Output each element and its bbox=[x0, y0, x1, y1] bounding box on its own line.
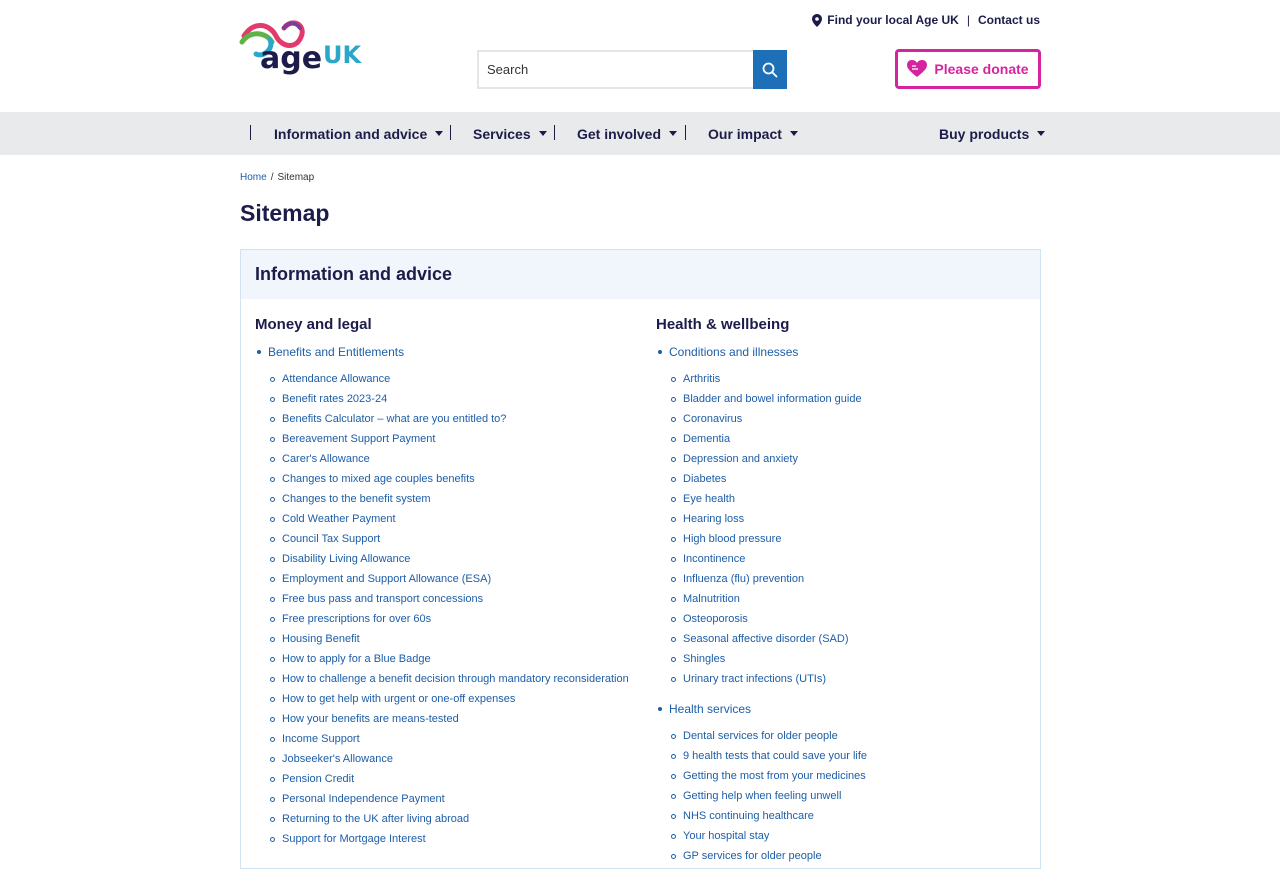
sitemap-link-label: Benefit rates 2023-24 bbox=[282, 393, 388, 405]
sitemap-link-label: Getting the most from your medicines bbox=[683, 770, 866, 782]
sitemap-link-label: Income Support bbox=[282, 733, 360, 745]
sitemap-link-label: 9 health tests that could save your life bbox=[683, 750, 868, 762]
breadcrumb-home-link[interactable]: Home bbox=[240, 172, 267, 183]
sitemap-link[interactable] bbox=[656, 806, 867, 826]
circle-bullet-icon bbox=[671, 477, 676, 482]
search-button[interactable] bbox=[753, 50, 787, 89]
sitemap-link-label: Support for Mortgage Interest bbox=[282, 833, 426, 845]
circle-bullet-icon bbox=[270, 397, 275, 402]
sitemap-link-label: Changes to mixed age couples benefits bbox=[282, 473, 475, 485]
circle-bullet-icon bbox=[270, 477, 275, 482]
sitemap-link[interactable] bbox=[255, 529, 629, 549]
sitemap-link-label: Seasonal affective disorder (SAD) bbox=[683, 633, 849, 645]
find-local-link[interactable]: Find your local Age UK bbox=[827, 13, 959, 27]
sitemap-link[interactable] bbox=[656, 489, 867, 509]
svg-text:age: age bbox=[260, 41, 323, 76]
sitemap-link-label: Shingles bbox=[683, 653, 726, 665]
circle-bullet-icon bbox=[270, 757, 275, 762]
sitemap-link[interactable] bbox=[255, 749, 629, 769]
circle-bullet-icon bbox=[270, 777, 275, 782]
sitemap-group-link[interactable] bbox=[255, 345, 629, 359]
sitemap-link-label: Free bus pass and transport concessions bbox=[282, 593, 484, 605]
sitemap-link[interactable] bbox=[255, 689, 629, 709]
contact-link[interactable]: Contact us bbox=[977, 13, 1040, 27]
sitemap-link[interactable] bbox=[255, 669, 629, 689]
right-groups bbox=[656, 345, 867, 866]
nav-divider bbox=[685, 125, 686, 140]
circle-bullet-icon bbox=[270, 377, 275, 382]
sitemap-link[interactable] bbox=[255, 409, 629, 429]
sitemap-link[interactable] bbox=[656, 389, 867, 409]
sitemap-link[interactable] bbox=[656, 766, 867, 786]
nav-item-buy-products[interactable] bbox=[939, 112, 1045, 155]
sitemap-group-label: Benefits and Entitlements bbox=[268, 345, 405, 359]
sitemap-link-label: Disability Living Allowance bbox=[282, 553, 411, 565]
nav-item-services[interactable] bbox=[473, 112, 547, 155]
sitemap-link-label: Council Tax Support bbox=[282, 533, 381, 545]
circle-bullet-icon bbox=[671, 417, 676, 422]
chevron-down-icon bbox=[669, 131, 677, 136]
nav-divider bbox=[250, 125, 251, 140]
sitemap-link-label: Benefits Calculator – what are you entitled to? bbox=[282, 413, 507, 425]
sitemap-link-label: Carer's Allowance bbox=[282, 453, 370, 465]
sitemap-link[interactable] bbox=[656, 786, 867, 806]
sitemap-link[interactable] bbox=[656, 609, 867, 629]
circle-bullet-icon bbox=[671, 557, 676, 562]
sitemap-link[interactable] bbox=[255, 429, 629, 449]
search-input[interactable] bbox=[477, 50, 753, 89]
circle-bullet-icon bbox=[270, 417, 275, 422]
utility-divider: | bbox=[966, 13, 970, 27]
circle-bullet-icon bbox=[270, 577, 275, 582]
nav-label: Buy products bbox=[939, 125, 1030, 142]
bullet-icon bbox=[257, 350, 261, 354]
sitemap-link[interactable] bbox=[255, 789, 629, 809]
sitemap-link-label: Personal Independence Payment bbox=[282, 793, 445, 805]
donate-label: Please donate bbox=[934, 61, 1029, 77]
circle-bullet-icon bbox=[270, 677, 275, 682]
sitemap-link-label: Diabetes bbox=[683, 473, 727, 485]
sitemap-group bbox=[255, 345, 629, 849]
chevron-down-icon bbox=[1037, 131, 1045, 136]
circle-bullet-icon bbox=[671, 637, 676, 642]
sitemap-link-label: Employment and Support Allowance (ESA) bbox=[282, 573, 492, 585]
circle-bullet-icon bbox=[270, 497, 275, 502]
sitemap-sublist bbox=[656, 369, 867, 689]
circle-bullet-icon bbox=[671, 657, 676, 662]
sitemap-link-label: Osteoporosis bbox=[683, 613, 748, 625]
sitemap-link[interactable] bbox=[656, 746, 867, 766]
sitemap-link-label: Bladder and bowel information guide bbox=[683, 393, 862, 405]
nav-item-information-and-advice[interactable] bbox=[274, 112, 443, 155]
circle-bullet-icon bbox=[270, 617, 275, 622]
sitemap-link-label: Incontinence bbox=[683, 553, 746, 565]
sitemap-sublist bbox=[656, 726, 867, 866]
bullet-icon bbox=[658, 707, 662, 711]
sitemap-link[interactable] bbox=[656, 469, 867, 489]
sitemap-link-label: How to get help with urgent or one-off expenses bbox=[282, 693, 516, 705]
nav-item-get-involved[interactable] bbox=[577, 112, 677, 155]
circle-bullet-icon bbox=[270, 837, 275, 842]
sitemap-link-label: High blood pressure bbox=[683, 533, 782, 545]
sitemap-link[interactable] bbox=[656, 589, 867, 609]
circle-bullet-icon bbox=[671, 517, 676, 522]
circle-bullet-icon bbox=[270, 797, 275, 802]
circle-bullet-icon bbox=[671, 437, 676, 442]
circle-bullet-icon bbox=[270, 817, 275, 822]
nav-label: Get involved bbox=[577, 125, 662, 142]
circle-bullet-icon bbox=[270, 517, 275, 522]
utility-links bbox=[812, 13, 1040, 27]
chevron-down-icon bbox=[435, 131, 443, 136]
sitemap-link[interactable] bbox=[656, 846, 867, 866]
sitemap-link[interactable] bbox=[656, 409, 867, 429]
sitemap-link[interactable] bbox=[255, 649, 629, 669]
left-groups bbox=[255, 345, 629, 849]
sitemap-link-label: Housing Benefit bbox=[282, 633, 360, 645]
sitemap-link[interactable] bbox=[656, 509, 867, 529]
sitemap-link-label: Dental services for older people bbox=[683, 730, 838, 742]
right-column bbox=[656, 316, 867, 879]
sitemap-group bbox=[656, 702, 867, 866]
sitemap-link[interactable] bbox=[255, 369, 629, 389]
circle-bullet-icon bbox=[270, 597, 275, 602]
sitemap-link-label: How to apply for a Blue Badge bbox=[282, 653, 431, 665]
nav-label: Our impact bbox=[708, 125, 782, 142]
circle-bullet-icon bbox=[270, 697, 275, 702]
sitemap-sublist bbox=[255, 369, 629, 849]
circle-bullet-icon bbox=[671, 397, 676, 402]
sitemap-link-label: NHS continuing healthcare bbox=[683, 810, 814, 822]
circle-bullet-icon bbox=[270, 717, 275, 722]
left-column bbox=[255, 316, 629, 862]
sitemap-link-label: Attendance Allowance bbox=[282, 373, 391, 385]
circle-bullet-icon bbox=[270, 657, 275, 662]
sitemap-link[interactable] bbox=[656, 549, 867, 569]
sitemap-link[interactable] bbox=[255, 609, 629, 629]
search-form bbox=[477, 50, 787, 89]
location-pin-icon bbox=[812, 14, 822, 27]
circle-bullet-icon bbox=[671, 734, 676, 739]
sitemap-link[interactable] bbox=[255, 709, 629, 729]
sitemap-link-label: Pension Credit bbox=[282, 773, 355, 785]
sitemap-link-label: How your benefits are means-tested bbox=[282, 713, 459, 725]
sitemap-link[interactable] bbox=[255, 769, 629, 789]
sitemap-link[interactable] bbox=[255, 629, 629, 649]
nav-divider bbox=[554, 125, 555, 140]
sitemap-link-label: Arthritis bbox=[683, 373, 721, 385]
sitemap-link-label: Eye health bbox=[683, 493, 735, 505]
sitemap-group-link[interactable] bbox=[656, 345, 867, 359]
sitemap-link[interactable] bbox=[656, 629, 867, 649]
sitemap-link[interactable] bbox=[255, 589, 629, 609]
circle-bullet-icon bbox=[671, 794, 676, 799]
sitemap-link-label: Jobseeker's Allowance bbox=[282, 753, 393, 765]
circle-bullet-icon bbox=[671, 677, 676, 682]
circle-bullet-icon bbox=[270, 557, 275, 562]
svg-text:UK: UK bbox=[323, 41, 362, 69]
sitemap-link[interactable] bbox=[656, 429, 867, 449]
sitemap-link[interactable] bbox=[255, 449, 629, 469]
sitemap-link[interactable] bbox=[656, 529, 867, 549]
sitemap-link-label: Bereavement Support Payment bbox=[282, 433, 436, 445]
sitemap-link-label: GP services for older people bbox=[683, 850, 822, 862]
sitemap-link-label: Changes to the benefit system bbox=[282, 493, 431, 505]
nav-item-our-impact[interactable] bbox=[708, 112, 798, 155]
sitemap-link-label: Getting help when feeling unwell bbox=[683, 790, 842, 802]
breadcrumb-current: Sitemap bbox=[277, 172, 315, 183]
sitemap-link-label: Free prescriptions for over 60s bbox=[282, 613, 432, 625]
breadcrumb-separator: / bbox=[270, 172, 274, 183]
sitemap-link-label: Cold Weather Payment bbox=[282, 513, 396, 525]
sitemap-group bbox=[656, 345, 867, 689]
heart-icon bbox=[907, 60, 927, 78]
breadcrumb bbox=[240, 172, 314, 183]
sitemap-link[interactable] bbox=[656, 826, 867, 846]
circle-bullet-icon bbox=[671, 457, 676, 462]
sitemap-panel bbox=[240, 249, 1041, 869]
circle-bullet-icon bbox=[671, 814, 676, 819]
sitemap-link-label: Depression and anxiety bbox=[683, 453, 798, 465]
sitemap-group-link[interactable] bbox=[656, 702, 867, 716]
circle-bullet-icon bbox=[671, 597, 676, 602]
panel-heading: Information and advice bbox=[241, 250, 1040, 299]
sitemap-link[interactable] bbox=[656, 449, 867, 469]
sitemap-link[interactable] bbox=[255, 829, 629, 849]
sitemap-link[interactable] bbox=[255, 809, 629, 829]
circle-bullet-icon bbox=[671, 754, 676, 759]
sitemap-link-label: Malnutrition bbox=[683, 593, 740, 605]
donate-button[interactable] bbox=[895, 49, 1041, 89]
sitemap-link[interactable] bbox=[255, 389, 629, 409]
sitemap-link-label: How to challenge a benefit decision through mandatory reconsideration bbox=[282, 673, 629, 685]
column-heading: Money and legal bbox=[255, 316, 372, 333]
main-nav bbox=[0, 112, 1280, 155]
sitemap-link[interactable] bbox=[656, 669, 867, 689]
sitemap-link-label: Returning to the UK after living abroad bbox=[282, 813, 470, 825]
circle-bullet-icon bbox=[270, 457, 275, 462]
bullet-icon bbox=[658, 350, 662, 354]
sitemap-link-label: Dementia bbox=[683, 433, 731, 445]
sitemap-group-label: Health services bbox=[669, 702, 752, 716]
sitemap-link-label: Your hospital stay bbox=[683, 830, 770, 842]
sitemap-link[interactable] bbox=[255, 489, 629, 509]
nav-label: Services bbox=[473, 125, 531, 142]
sitemap-link[interactable] bbox=[656, 369, 867, 389]
sitemap-link[interactable] bbox=[255, 729, 629, 749]
chevron-down-icon bbox=[790, 131, 798, 136]
sitemap-link[interactable] bbox=[255, 509, 629, 529]
sitemap-link-label: Coronavirus bbox=[683, 413, 743, 425]
circle-bullet-icon bbox=[270, 437, 275, 442]
circle-bullet-icon bbox=[671, 377, 676, 382]
circle-bullet-icon bbox=[671, 617, 676, 622]
site-header bbox=[0, 0, 1280, 112]
circle-bullet-icon bbox=[270, 537, 275, 542]
circle-bullet-icon bbox=[270, 737, 275, 742]
sitemap-group-label: Conditions and illnesses bbox=[669, 345, 799, 359]
search-icon bbox=[762, 62, 778, 78]
age-uk-logo[interactable] bbox=[240, 14, 370, 74]
chevron-down-icon bbox=[539, 131, 547, 136]
circle-bullet-icon bbox=[671, 537, 676, 542]
sitemap-link-label: Influenza (flu) prevention bbox=[683, 573, 805, 585]
circle-bullet-icon bbox=[671, 577, 676, 582]
circle-bullet-icon bbox=[671, 774, 676, 779]
sitemap-link[interactable] bbox=[255, 569, 629, 589]
sitemap-link[interactable] bbox=[656, 649, 867, 669]
sitemap-link[interactable] bbox=[656, 569, 867, 589]
circle-bullet-icon bbox=[671, 834, 676, 839]
circle-bullet-icon bbox=[270, 637, 275, 642]
sitemap-link[interactable] bbox=[255, 469, 629, 489]
nav-label: Information and advice bbox=[274, 125, 428, 142]
nav-divider bbox=[450, 125, 451, 140]
sitemap-link[interactable] bbox=[255, 549, 629, 569]
sitemap-link-label: Hearing loss bbox=[683, 513, 745, 525]
circle-bullet-icon bbox=[671, 854, 676, 859]
column-heading: Health & wellbeing bbox=[656, 316, 790, 333]
circle-bullet-icon bbox=[671, 497, 676, 502]
sitemap-link-label: Urinary tract infections (UTIs) bbox=[683, 673, 827, 685]
sitemap-link[interactable] bbox=[656, 726, 867, 746]
page-title: Sitemap bbox=[240, 200, 330, 226]
